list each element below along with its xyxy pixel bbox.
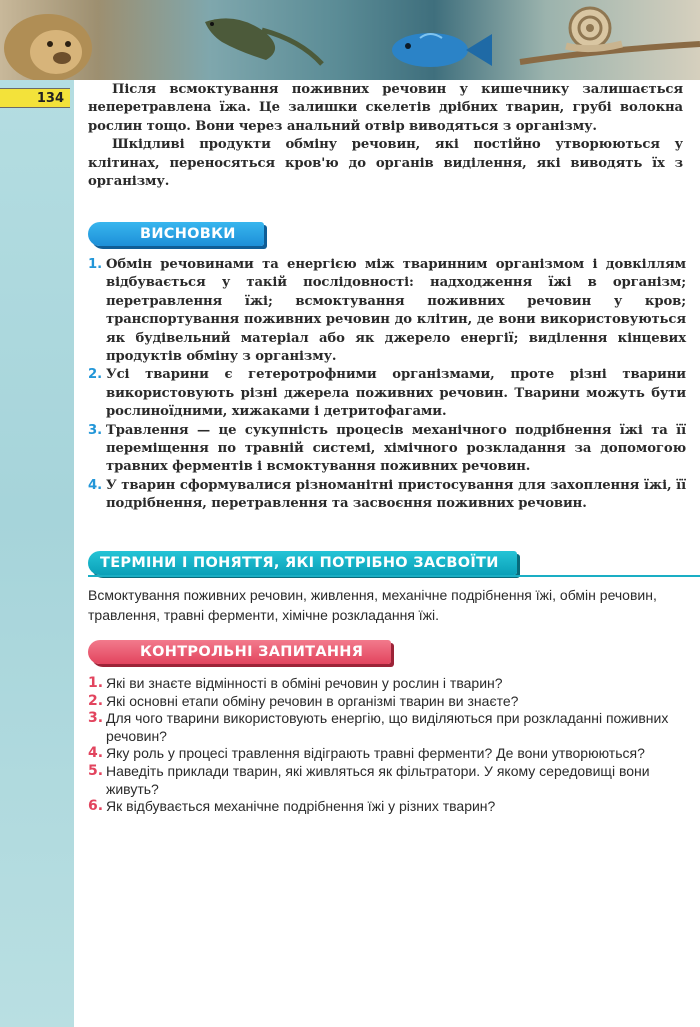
question-number: 2.	[88, 692, 104, 709]
conclusion-text: Травлення — це сукупність процесів механічного подрібнення їжі та її переміщення по травній системі, хімічного розкладання за допомогою травних ферментів і всмоктування поживних речовин.	[106, 422, 686, 475]
question-text: Які ви знаєте відмінності в обміні речовин у рослин і тварин?	[106, 675, 503, 691]
question-number: 6.	[88, 798, 104, 815]
conclusion-number: 3.	[88, 422, 102, 438]
intro-paragraph: Після всмоктування поживних речовин у кишечнику залишається неперетравлена їжа. Це залишки скелетів дрібних тварин, грубі волокна рослин тощо. Вони через анальний отвір виводяться з організму.	[88, 82, 683, 134]
conclusion-item	[88, 366, 686, 421]
conclusion-item	[88, 256, 686, 366]
questions-heading-wrap	[88, 640, 391, 664]
terms-text: Всмоктування поживних речовин, живлення, механічне подрібнення їжі, обмін речовин, травлення, травні ферменти, хімічне розкладання їжі.	[88, 587, 657, 623]
intro-text	[88, 81, 683, 191]
conclusion-number: 2.	[88, 367, 102, 383]
question-text: Як відбувається механічне подрібнення їжі у різних тварин?	[106, 798, 496, 815]
header-banner-image	[0, 0, 700, 80]
question-text: Яку роль у процесі травлення відіграють травні ферменти? Де вони утворюються?	[106, 745, 645, 762]
side-margin-stripe	[0, 0, 74, 1027]
conclusion-item	[88, 477, 686, 514]
question-number: 3.	[88, 710, 104, 727]
question-item	[88, 710, 678, 745]
question-item	[88, 745, 678, 763]
lion-icon	[4, 14, 92, 80]
question-text: Для чого тварини використовують енергію, що виділяються при розкладанні поживних речовин?	[106, 710, 669, 744]
question-text: Які основні етапи обміну речовин в організмі тварин ви знаєте?	[106, 692, 519, 709]
question-number: 1.	[88, 675, 104, 691]
conclusions-list	[88, 256, 686, 514]
terms-heading: ТЕРМІНИ І ПОНЯТТЯ, ЯКІ ПОТРІБНО ЗАСВОЇТИ	[88, 551, 517, 575]
terms-block	[88, 586, 686, 625]
question-item	[88, 763, 678, 798]
conclusions-heading-wrap	[88, 222, 264, 246]
terms-divider	[88, 575, 700, 577]
fish-icon	[392, 33, 492, 67]
conclusion-number: 4.	[88, 477, 102, 493]
conclusion-text: Усі тварини є гетеротрофними організмами, проте різні тварини використовують різні джерела поживних речовин. Тварини можуть бути рослиноїдними, хижаками і детритофагами.	[106, 367, 686, 420]
question-item	[88, 675, 678, 693]
questions-heading: КОНТРОЛЬНІ ЗАПИТАННЯ	[88, 640, 391, 664]
question-number: 4.	[88, 745, 104, 762]
snail-icon	[520, 8, 700, 62]
terms-heading-wrap	[88, 551, 517, 575]
conclusion-item	[88, 422, 686, 477]
question-item	[88, 693, 678, 711]
question-text: Наведіть приклади тварин, які живляться як фільтратори. У якому середовищі вони живуть?	[106, 762, 650, 797]
questions-list	[88, 675, 678, 816]
page-number: 134	[0, 88, 70, 108]
question-item	[88, 798, 678, 816]
lizard-icon	[205, 18, 322, 64]
conclusion-text: Обмін речовинами та енергією між тваринним організмом і довкіллям відбувається у такій послідовності: надходження їжі в організм; перетравлення їжі; всмоктування поживних речовин у кров; транспортування поживних речовин до клітин, де вони використовуються як будівельний матеріал або як джерело енергії; виділення кінцевих продуктів обміну з організму.	[106, 257, 686, 365]
question-number: 5.	[88, 762, 104, 779]
conclusion-number: 1.	[88, 257, 102, 272]
conclusions-heading: ВИСНОВКИ	[88, 222, 264, 246]
conclusion-text: У тварин сформувалися різноманітні пристосування для захоплення їжі, її подрібнення, перетравлення та засвоєння поживних речовин.	[106, 477, 686, 512]
intro-paragraph: Шкідливі продукти обміну речовин, які постійно утворюються у клітинах, переносяться кров'ю до органів виділення, які виводять їх з організму.	[88, 137, 683, 190]
